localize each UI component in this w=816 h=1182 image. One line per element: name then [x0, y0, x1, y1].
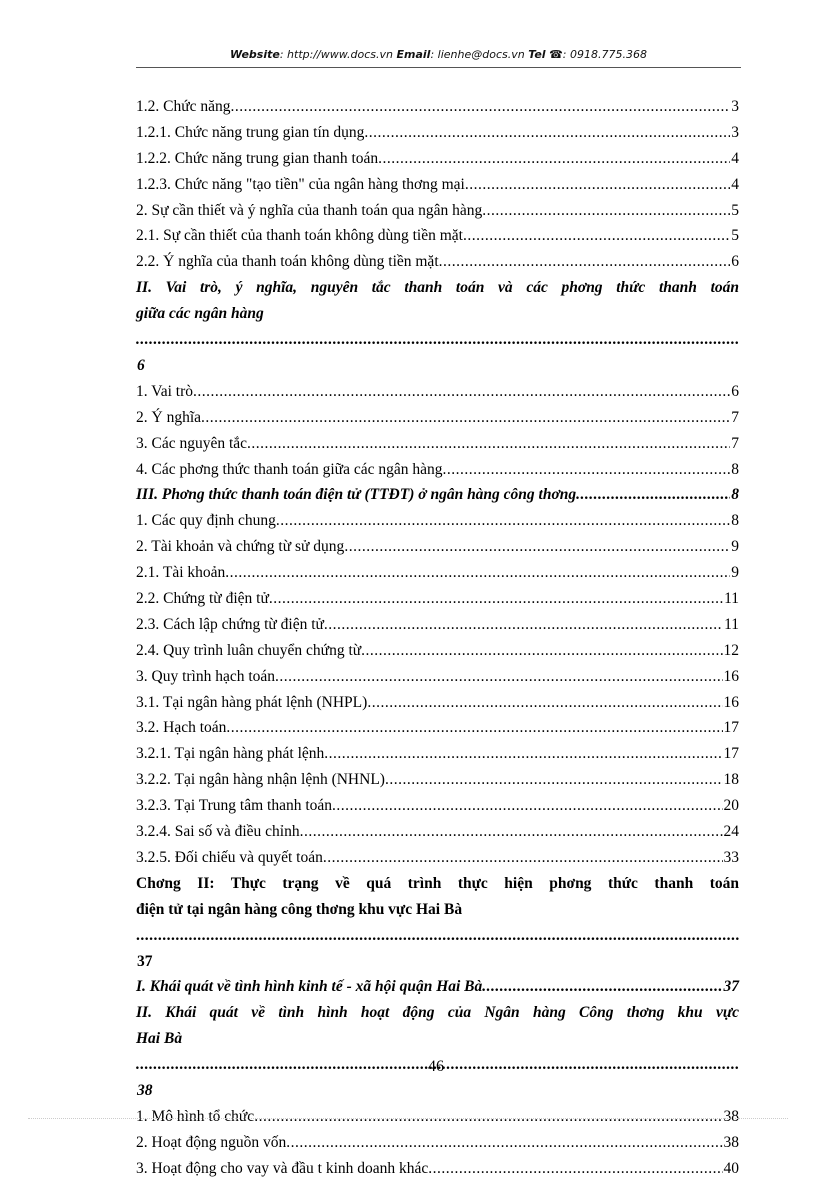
- toc-entry-page: 40: [723, 1159, 739, 1177]
- toc-entry-label: 2.1. Tài khoản: [136, 564, 226, 582]
- toc-entry-label: 1.2. Chức năng: [136, 98, 231, 115]
- toc-entry-page: 4: [731, 175, 739, 193]
- toc-entry-label: 3.2. Hạch toán: [136, 719, 227, 737]
- toc-leader-dots: [482, 974, 722, 1000]
- toc-entry-page: 8: [731, 460, 739, 478]
- toc-leader-dots: [225, 560, 730, 586]
- toc-leader-dots: [463, 223, 730, 249]
- toc-entry-page: 5: [731, 227, 739, 245]
- toc-entry: [136, 1104, 739, 1130]
- toc-entry-label: 2. Sự cần thiết và ý nghĩa của thanh toán qua ngân hàng: [136, 201, 483, 219]
- toc-entry-label: 1. Vai trò: [136, 382, 193, 400]
- toc-leader-dots: [136, 923, 739, 949]
- toc-leader-dots: [276, 508, 730, 534]
- toc-entry-label: 3.2.5. Đối chiếu và quyết toán: [136, 848, 323, 866]
- toc-entry-label: 4. Các phơng thức thanh toán giữa các ngân hàng: [136, 460, 443, 478]
- toc-entry-label: 1.2.3. Chức năng "tạo tiền" của ngân hàng thơng mại: [136, 175, 465, 193]
- toc-entry-label: 3.2.2. Tại ngân hàng nhận lệnh (NHNL): [136, 771, 385, 789]
- toc-leader-dots: [385, 767, 723, 793]
- toc-entry: [136, 146, 739, 172]
- page-number: 46: [428, 1058, 444, 1075]
- toc-entry: [136, 741, 739, 767]
- toc-entry-page: 18: [723, 771, 739, 789]
- toc-entry: [136, 560, 739, 586]
- toc-entry: [136, 586, 739, 612]
- toc-entry-page: 37: [137, 952, 153, 970]
- toc-entry-label: 2.1. Sự cần thiết của thanh toán không dùng tiền mặt: [136, 227, 463, 245]
- toc-entry-label: giữa các ngân hàng: [136, 305, 264, 323]
- toc-entry-page: 16: [723, 693, 739, 711]
- toc-leader-dots: [332, 793, 722, 819]
- toc-entry: [136, 508, 739, 534]
- toc-leader-dots: [323, 845, 723, 871]
- toc-entry: [136, 457, 739, 483]
- toc-entry: [136, 638, 739, 664]
- toc-entry-page: 7: [731, 408, 739, 426]
- toc-entry-page: 3: [731, 98, 739, 115]
- toc-entry: [136, 379, 739, 405]
- toc-entry-label: 1.2.1. Chức năng trung gian tín dụng: [136, 123, 365, 141]
- toc-entry: [136, 1130, 739, 1156]
- toc-entry-label: Hai Bà: [136, 1030, 183, 1048]
- toc-entry-label: 2.4. Quy trình luân chuyển chứng từ: [136, 641, 362, 659]
- toc-entry: [136, 793, 739, 819]
- toc-leader-dots: [136, 327, 739, 353]
- toc-entry-label: 2. Ý nghĩa: [136, 408, 202, 426]
- toc-entry-page: 8: [731, 512, 739, 530]
- toc-entry: [136, 1156, 739, 1182]
- toc-entry-page: 12: [723, 641, 739, 659]
- toc-leader-dots: [361, 638, 722, 664]
- toc-entry-label: 1.2.2. Chức năng trung gian thanh toán: [136, 149, 379, 167]
- toc-entry-page: 8: [731, 486, 739, 504]
- toc-leader-dots: [576, 482, 730, 508]
- toc-entry-page: 9: [731, 538, 739, 556]
- toc-entry: [136, 819, 739, 845]
- toc-leader-dots: [201, 405, 730, 431]
- toc-entry-page: 6: [731, 382, 739, 400]
- toc-entry-page: 4: [731, 149, 739, 167]
- toc-entry-page: 3: [731, 123, 739, 141]
- toc-leader-dots: [378, 146, 730, 172]
- toc-entry-label: 1. Các quy định chung: [136, 512, 276, 530]
- toc-entry: [136, 871, 739, 975]
- tel-value: : 0918.775.368: [562, 48, 647, 61]
- toc-leader-dots: [439, 249, 731, 275]
- toc-entry-label: III. Phơng thức thanh toán điện tử (TTĐT) ở ngân hàng công thơng: [136, 486, 577, 504]
- toc-entry-label: 3.1. Tại ngân hàng phát lệnh (NHPL): [136, 693, 368, 711]
- toc-entry-label: 2.3. Cách lập chứng từ điện tử: [136, 615, 324, 633]
- toc-entry-first-line: Chơng II: Thực trạng về quá trình thực hiện phơng thức thanh toán: [136, 874, 739, 892]
- toc-entry-page: 33: [723, 848, 739, 866]
- toc-leader-dots: [367, 690, 722, 716]
- toc-entry-page: 5: [731, 201, 739, 219]
- toc-entry-label: 2.2. Ý nghĩa của thanh toán không dùng tiền mặt: [136, 253, 439, 271]
- toc-leader-dots: [193, 379, 730, 405]
- toc-entry-label: 3.2.1. Tại ngân hàng phát lệnh: [136, 745, 325, 763]
- toc-entry-page: 24: [723, 823, 739, 840]
- toc-leader-dots: [465, 172, 730, 198]
- toc-entry-page: 20: [723, 797, 739, 815]
- toc-leader-dots: [275, 664, 722, 690]
- toc-leader-dots: [324, 612, 723, 638]
- toc-entry: [136, 482, 739, 508]
- toc-entry: [136, 172, 739, 198]
- toc-entry: [136, 249, 739, 275]
- toc-entry-page: 11: [724, 615, 739, 633]
- toc-entry: [136, 223, 739, 249]
- toc-leader-dots: [269, 586, 723, 612]
- toc-leader-dots: [286, 1130, 722, 1156]
- toc-leader-dots: [226, 715, 722, 741]
- toc-leader-dots: [482, 198, 730, 224]
- toc-leader-dots: [324, 741, 722, 767]
- toc-entry: [136, 974, 739, 1000]
- website-value: : http://www.docs.vn: [279, 48, 394, 61]
- toc-entry-page: 17: [723, 745, 739, 763]
- toc-entry: [136, 198, 739, 224]
- page-bottom-border: [28, 1118, 788, 1119]
- toc-entry: [136, 664, 739, 690]
- toc-entry: [136, 275, 739, 379]
- toc-entry: [136, 690, 739, 716]
- toc-entry-page: 7: [731, 434, 739, 452]
- toc-entry-label: điện tử tại ngân hàng công thơng khu vực Hai Bà: [136, 900, 463, 918]
- toc-entry-label: 2. Tài khoản và chứng từ sử dụng: [136, 538, 345, 556]
- toc-leader-dots: [364, 120, 730, 146]
- toc-entry-page: 38: [723, 1133, 739, 1151]
- toc-entry-label: 3. Hoạt động cho vay và đầu t kinh doanh khác: [136, 1159, 429, 1177]
- toc-entry-label: 3.2.3. Tại Trung tâm thanh toán: [136, 797, 333, 815]
- toc-leader-dots: [231, 94, 731, 120]
- header-rule: [136, 67, 741, 68]
- toc-entry: [136, 120, 739, 146]
- toc-entry: [136, 431, 739, 457]
- page-header: [136, 48, 741, 61]
- table-of-contents: [136, 94, 739, 1182]
- toc-entry: [136, 405, 739, 431]
- toc-entry-label: 3. Quy trình hạch toán: [136, 667, 276, 685]
- toc-entry-label: 3. Các nguyên tắc: [136, 434, 248, 452]
- toc-entry-page: 6: [137, 356, 145, 374]
- toc-entry-page: 37: [723, 978, 739, 996]
- toc-leader-dots: [344, 534, 730, 560]
- toc-entry-page: 6: [731, 253, 739, 271]
- email-value: : lienhe@docs.vn: [430, 48, 525, 61]
- toc-entry: [136, 534, 739, 560]
- toc-entry-page: 17: [723, 719, 739, 737]
- toc-entry-page: 38: [137, 1082, 153, 1100]
- toc-entry-page: 11: [724, 589, 739, 607]
- toc-entry-page: 38: [723, 1107, 739, 1125]
- toc-entry-page: 16: [723, 667, 739, 685]
- toc-entry-label: I. Khái quát về tình hình kinh tế - xã hội quận Hai Bà: [136, 978, 483, 996]
- phone-icon: ☎: [549, 48, 563, 61]
- toc-leader-dots: [443, 457, 731, 483]
- toc-entry: [136, 767, 739, 793]
- toc-leader-dots: [254, 1104, 722, 1130]
- toc-entry-page: 9: [731, 564, 739, 582]
- toc-entry: [136, 845, 739, 871]
- toc-entry-first-line: II. Vai trò, ý nghĩa, nguyên tắc thanh toán và các phơng thức thanh toán: [136, 279, 739, 297]
- toc-entry: [136, 94, 739, 120]
- toc-entry: [136, 715, 739, 741]
- toc-entry-label: 2. Hoạt động nguồn vốn: [136, 1133, 287, 1151]
- toc-entry: [136, 612, 739, 638]
- email-label: Email: [396, 48, 431, 61]
- toc-entry-label: 3.2.4. Sai số và điều chỉnh: [136, 823, 300, 840]
- website-label: Website: [230, 48, 280, 61]
- toc-entry: [136, 1000, 739, 1104]
- toc-leader-dots: [428, 1156, 722, 1182]
- tel-label: Tel: [528, 48, 546, 61]
- toc-leader-dots: [300, 819, 723, 845]
- toc-entry-label: 1. Mô hình tổ chức: [136, 1107, 255, 1125]
- toc-entry-label: 2.2. Chứng từ điện tử: [136, 589, 269, 607]
- toc-leader-dots: [247, 431, 730, 457]
- toc-entry-first-line: II. Khái quát về tình hình hoạt động của Ngân hàng Công thơng khu vực: [136, 1004, 739, 1022]
